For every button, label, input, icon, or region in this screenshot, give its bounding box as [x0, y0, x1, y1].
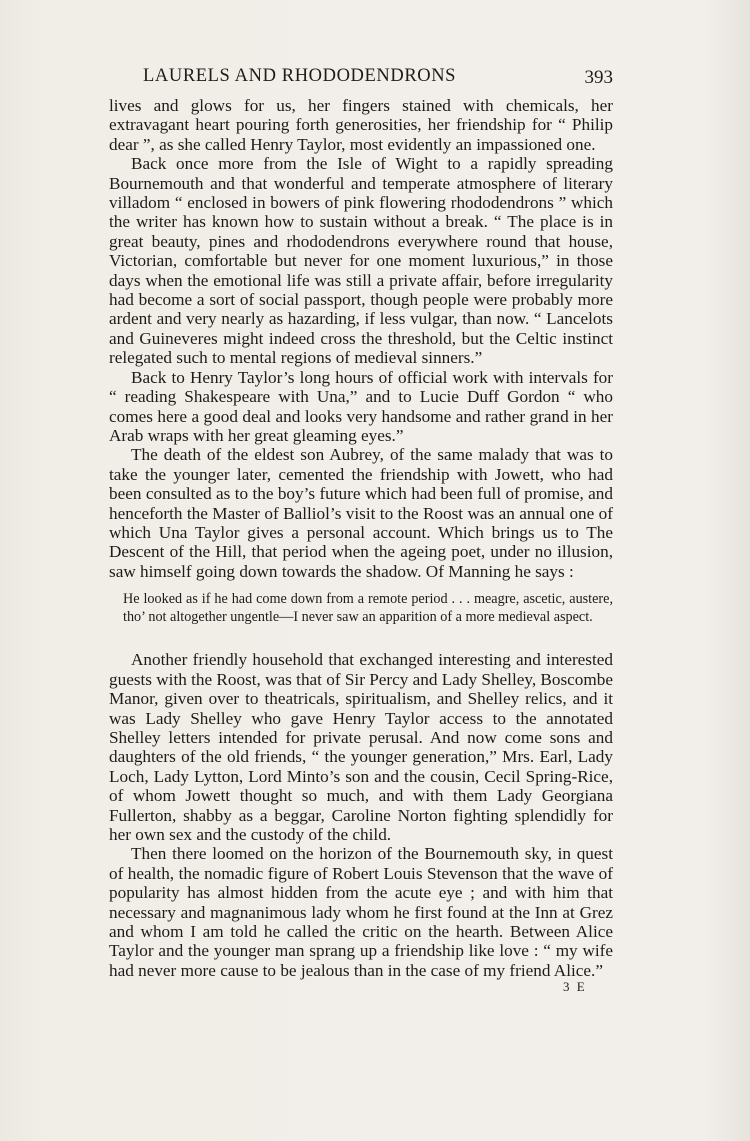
signature-mark: 3 E	[563, 979, 587, 994]
paragraph: Another friendly household that exchanged interesting and interested guests with the Roost, was that of Sir Percy and Lady Shelley, Boscombe Manor, given over to theatricals, spiritualism, and Shelley relics, and it was Lady Shelley who gave Henry Taylor access to the annotated Shelley letters intended for private perusal. And now come sons and daughters of the old friends, “ the younger generation,” Mrs. Earl, Lady Loch, Lady Lytton, Lord Minto’s son and the cousin, Cecil Spring-Rice, of whom Jowett thought so much, and with them Lady Georgiana Fullerton, shabby as a beggar, Caroline Norton fighting splendidly for her own sex and the custody of the child.	[109, 650, 613, 844]
block-quote: He looked as if he had come down from a remote period . . . meagre, ascetic, austere, tho’ not altogether ungentle—I never saw an apparition of a more medieval aspect.	[123, 591, 613, 625]
running-head	[109, 66, 613, 96]
running-title: LAURELS AND RHODODENDRONS	[143, 66, 457, 86]
paragraph: Back once more from the Isle of Wight to a rapidly spreading Bournemouth and that wonderful and temperate atmosphere of literary villadom “ enclosed in bowers of pink flowering rhododendrons ” which the writer has known how to sustain without a break. “ The place is in great beauty, pines and rhododendrons everywhere round that house, Victorian, comfortable but never for one moment luxurious,” in those days when the emotional life was still a private affair, before irregularity had become a sort of social passport, though people were probably more ardent and very nearly as hazarding, if less vulgar, than now. “ Lancelots and Guineveres might indeed cross the threshold, but the Celtic instinct relegated such to mental regions of medieval sinners.”	[109, 154, 613, 368]
body-text	[109, 96, 613, 980]
page-number: 393	[584, 67, 613, 88]
paragraph: Back to Henry Taylor’s long hours of official work with intervals for “ reading Shakespeare with Una,” and to Lucie Duff Gordon “ who comes here a good deal and looks very handsome and rather grand in her Arab wraps with her great gleaming eyes.”	[109, 367, 613, 445]
paragraph: Then there loomed on the horizon of the Bournemouth sky, in quest of health, the nomadic figure of Robert Louis Stevenson that the wave of popularity has almost hidden from the acute eye ; and with him that necessary and magnanimous lady whom he first found at the Inn at Grez and whom I am told he called the critic on the hearth. Between Alice Taylor and the younger man sprang up a friendship like love : “ my wife had never more cause to be jealous than in the case of my friend Alice.”	[109, 844, 613, 980]
paragraph: lives and glows for us, her fingers stained with chemicals, her extravagant heart pouring forth generosities, her friendship for “ Philip dear ”, as she called Henry Taylor, most evidently an impassioned one.	[109, 96, 613, 154]
paragraph: The death of the eldest son Aubrey, of the same malady that was to take the younger later, cemented the friendship with Jowett, who had been consulted as to the boy’s future which had been full of promise, and henceforth the Master of Balliol’s visit to the Roost was an annual one of which Una Taylor gives a personal account. Which brings us to The Descent of the Hill, that period when the ageing poet, under no illusion, saw himself going down towards the shadow. Of Manning he says :	[109, 445, 613, 581]
